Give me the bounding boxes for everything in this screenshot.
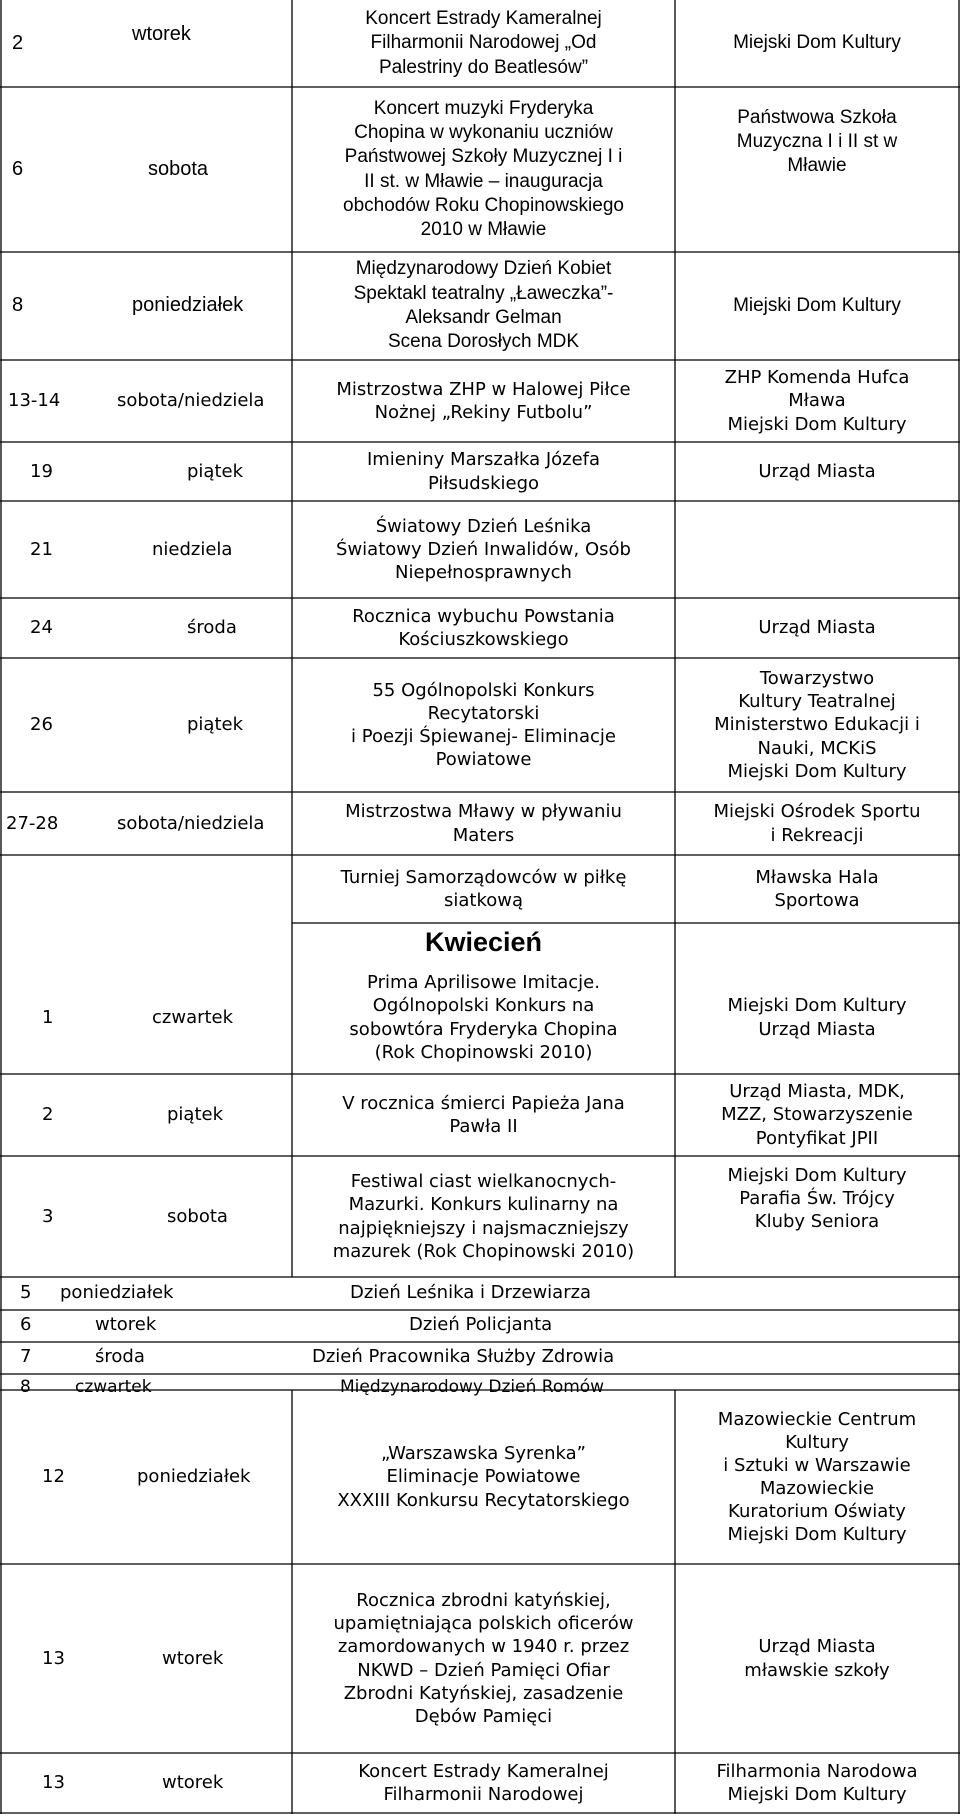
event-line: siatkową bbox=[443, 890, 523, 911]
table-row bbox=[2, 658, 292, 792]
event-cell bbox=[292, 1753, 675, 1813]
organizer-line: Mazowieckie Centrum bbox=[717, 1408, 917, 1430]
weekday: poniedziałek bbox=[60, 1282, 174, 1303]
event-cell bbox=[292, 598, 675, 658]
organizer-line: Filharmonia Narodowa bbox=[716, 1760, 918, 1782]
event-line: Niepełnosprawnych bbox=[395, 562, 572, 584]
organizer-cell bbox=[675, 1156, 959, 1241]
weekday: sobota/niedziela bbox=[117, 812, 265, 834]
event-cell bbox=[292, 961, 675, 1074]
weekday: piątek bbox=[167, 1104, 224, 1126]
event-cell bbox=[292, 442, 675, 501]
date: 2 bbox=[12, 31, 24, 54]
date: 7 bbox=[20, 1346, 32, 1367]
event-line: Państwowej Szkoły Muzycznej I i bbox=[344, 146, 623, 168]
organizer-line: i Sztuki w Warszawie bbox=[723, 1454, 911, 1476]
date: 2 bbox=[42, 1104, 54, 1126]
event-line: NKWD – Dzień Pamięci Ofiar bbox=[357, 1659, 610, 1681]
table-row bbox=[2, 442, 292, 501]
event-line: Koncert muzyki Fryderyka bbox=[373, 97, 594, 119]
organizer-cell bbox=[675, 252, 959, 360]
table-row bbox=[2, 1753, 292, 1813]
table-row bbox=[2, 598, 292, 658]
event-line: obchodów Roku Chopinowskiego bbox=[343, 194, 624, 216]
event-line: Spektakl teatralny „Ławeczka”- bbox=[353, 282, 614, 304]
weekday: wtorek bbox=[162, 1772, 224, 1794]
table-row bbox=[2, 360, 292, 442]
table-row bbox=[2, 0, 292, 87]
organizer-cell bbox=[675, 1753, 959, 1813]
organizer-cell bbox=[675, 87, 959, 197]
table-row bbox=[2, 1074, 292, 1156]
weekday: środa bbox=[187, 617, 237, 639]
event-line: i Poezji Śpiewanej- Eliminacje bbox=[351, 726, 616, 747]
event-line: 55 Ogólnopolski Konkurs bbox=[372, 679, 595, 701]
organizer-line: Pontyfikat JPII bbox=[755, 1127, 879, 1149]
event-line: Mistrzostwa ZHP w Halowej Piłce bbox=[336, 378, 631, 400]
event-line: Pawła II bbox=[449, 1116, 518, 1137]
organizer-line: Miejski Dom Kultury bbox=[727, 995, 907, 1017]
event-line: Chopina w wykonaniu uczniów bbox=[354, 121, 613, 143]
event-cell bbox=[292, 658, 675, 792]
organizer-line: Miejski Dom Kultury bbox=[727, 1164, 907, 1186]
event-line: Powiatowe bbox=[435, 749, 532, 771]
organizer-line: Miejski Dom Kultury bbox=[727, 1784, 907, 1805]
date: 6 bbox=[12, 157, 24, 180]
event-line: Eliminacje Powiatowe bbox=[386, 1466, 581, 1488]
event-cell bbox=[292, 87, 675, 252]
date: 24 bbox=[30, 617, 53, 639]
organizer-cell bbox=[675, 1390, 959, 1564]
event-line: Prima Aprilisowe Imitacje. bbox=[367, 972, 600, 994]
organizer-line: Urząd Miasta bbox=[758, 1636, 876, 1658]
event-line: Piłsudskiego bbox=[427, 472, 540, 494]
event-line: Nożnej „Rekiny Futbolu” bbox=[374, 402, 593, 423]
weekday: wtorek bbox=[132, 23, 191, 45]
event-line: Filharmonii Narodowej „Od bbox=[370, 32, 597, 54]
date: 26 bbox=[30, 714, 53, 736]
event-line: Palestriny do Beatlesów” bbox=[378, 56, 589, 78]
weekday: czwartek bbox=[152, 1006, 234, 1028]
event-cell bbox=[292, 360, 675, 442]
event-cell bbox=[292, 1390, 675, 1564]
event-cell bbox=[292, 252, 675, 360]
event-line: V rocznica śmierci Papieża Jana bbox=[342, 1092, 625, 1114]
organizer-line: Miejski Dom Kultury bbox=[733, 32, 901, 54]
organizer-cell bbox=[675, 1564, 959, 1753]
organizer-line: Parafia Św. Trójcy bbox=[739, 1187, 895, 1209]
organizer-cell bbox=[675, 598, 959, 658]
date: 13-14 bbox=[8, 390, 61, 412]
date: 13 bbox=[42, 1772, 65, 1794]
event-line: Maters bbox=[452, 824, 515, 846]
event-line: Rocznica zbrodni katyńskiej, bbox=[356, 1590, 611, 1612]
table-row bbox=[2, 1564, 292, 1753]
weekday: poniedziałek bbox=[132, 294, 244, 317]
table-row bbox=[2, 1156, 292, 1277]
organizer-line: Kluby Seniora bbox=[754, 1211, 880, 1233]
weekday: niedziela bbox=[152, 538, 233, 560]
weekday: sobota bbox=[148, 157, 209, 180]
organizer-line: Miejski Ośrodek Sportu bbox=[713, 801, 921, 823]
event-line: Mazurki. Konkurs kulinarny na bbox=[348, 1194, 619, 1216]
table-row bbox=[2, 961, 292, 1074]
event-line: II st. w Mławie – inauguracja bbox=[364, 170, 603, 192]
event-line: Światowy Dzień Inwalidów, Osób bbox=[336, 538, 631, 560]
weekday: piątek bbox=[187, 714, 244, 736]
organizer-line: Mławie bbox=[787, 155, 847, 177]
event-line: XXXIII Konkursu Recytatorskiego bbox=[337, 1489, 630, 1511]
event-line: Imieniny Marszałka Józefa bbox=[366, 449, 601, 471]
weekday: sobota bbox=[167, 1205, 228, 1227]
event-line: Turniej Samorządowców w piłkę bbox=[340, 866, 627, 888]
organizer-line: ZHP Komenda Hufca bbox=[724, 367, 910, 389]
event: Dzień Pracownika Służby Zdrowia bbox=[312, 1346, 615, 1367]
event-line: zamordowanych w 1940 r. przez bbox=[337, 1636, 630, 1658]
date: 8 bbox=[12, 294, 24, 317]
organizer-line: Ministerstwo Edukacji i bbox=[714, 714, 920, 736]
event-cell bbox=[292, 1074, 675, 1156]
event-cell bbox=[292, 792, 675, 855]
organizer-cell bbox=[675, 442, 959, 501]
weekday: sobota/niedziela bbox=[117, 390, 265, 412]
event-cell bbox=[292, 1564, 675, 1753]
event-line: najpiękniejszy i najsmaczniejszy bbox=[338, 1217, 629, 1239]
event-line: mazurek (Rok Chopinowski 2010) bbox=[332, 1240, 635, 1262]
weekday: wtorek bbox=[95, 1314, 157, 1335]
organizer-cell bbox=[675, 658, 959, 792]
event-cell bbox=[292, 501, 675, 598]
event-line: Festiwal ciast wielkanocnych- bbox=[350, 1171, 617, 1193]
event-line: Filharmonii Narodowej bbox=[383, 1784, 584, 1805]
weekday: piątek bbox=[187, 460, 244, 482]
organizer-line: Urząd Miasta bbox=[758, 1018, 876, 1040]
organizer-line: Miejski Dom Kultury bbox=[733, 294, 901, 316]
event-line: Mistrzostwa Mławy w pływaniu bbox=[345, 801, 622, 823]
weekday: czwartek bbox=[75, 1377, 152, 1397]
organizer-cell bbox=[675, 360, 959, 442]
weekday: środa bbox=[95, 1346, 145, 1367]
event-line: Zbrodni Katyńskiej, zasadzenie bbox=[343, 1682, 624, 1704]
table-row bbox=[2, 252, 292, 360]
date: 5 bbox=[20, 1282, 32, 1303]
event: Międzynarodowy Dzień Romów bbox=[340, 1377, 605, 1397]
organizer-line: Muzyczna I i II st w bbox=[736, 130, 898, 152]
organizer-line: Kultury Teatralnej bbox=[738, 691, 896, 713]
organizer-line: Mazowieckie bbox=[759, 1478, 875, 1499]
event-line: Recytatorski bbox=[427, 702, 540, 724]
event-line: Aleksandr Gelman bbox=[405, 307, 562, 328]
date: 21 bbox=[30, 538, 53, 560]
date: 6 bbox=[20, 1314, 32, 1335]
date: 8 bbox=[20, 1377, 31, 1397]
organizer-cell bbox=[675, 0, 959, 87]
table-row bbox=[2, 87, 292, 252]
event-cell bbox=[292, 0, 675, 87]
event-line: Kościuszkowskiego bbox=[398, 629, 569, 650]
event: Dzień Leśnika i Drzewiarza bbox=[350, 1282, 592, 1303]
organizer-line: MZZ, Stowarzyszenie bbox=[721, 1104, 913, 1126]
table-row bbox=[2, 501, 292, 598]
organizer-line: Towarzystwo bbox=[759, 668, 875, 690]
event-line: Międzynarodowy Dzień Kobiet bbox=[355, 258, 612, 280]
table-row bbox=[2, 1390, 292, 1564]
date: 27-28 bbox=[6, 812, 59, 834]
event-line: Rocznica wybuchu Powstania bbox=[352, 605, 615, 627]
organizer-line: Urząd Miasta bbox=[758, 460, 876, 482]
organizer-line: i Rekreacji bbox=[770, 824, 864, 846]
event-line: 2010 w Mławie bbox=[420, 219, 547, 241]
organizer-line: Kultury bbox=[785, 1431, 849, 1453]
organizer-line: Miejski Dom Kultury bbox=[727, 1524, 907, 1546]
month-heading: Kwiecień bbox=[424, 926, 543, 957]
organizer-line: Urząd Miasta bbox=[758, 617, 876, 639]
event-line: sobowtóra Fryderyka Chopina bbox=[349, 1018, 618, 1040]
organizer-line: Sportowa bbox=[774, 890, 860, 911]
weekday: poniedziałek bbox=[137, 1466, 251, 1488]
date: 12 bbox=[42, 1466, 65, 1488]
event-line: Ogólnopolski Konkurs na bbox=[372, 995, 595, 1017]
event-cell bbox=[292, 855, 675, 923]
organizer-line: Mława bbox=[788, 390, 846, 412]
event-line: „Warszawska Syrenka” bbox=[380, 1443, 586, 1465]
event-line: Koncert Estrady Kameralnej bbox=[358, 1760, 609, 1782]
event-line: upamiętniająca polskich oficerów bbox=[333, 1613, 634, 1635]
organizer-line: Mławska Hala bbox=[755, 866, 879, 888]
table-row bbox=[2, 792, 292, 855]
event-line: Dębów Pamięci bbox=[414, 1705, 553, 1727]
event-line: Koncert Estrady Kameralnej bbox=[365, 8, 602, 30]
organizer-line: Nauki, MCKiS bbox=[757, 737, 877, 759]
organizer-line: Kuratorium Oświaty bbox=[728, 1501, 906, 1523]
event-line: Scena Dorosłych MDK bbox=[387, 331, 580, 353]
organizer-cell bbox=[675, 855, 959, 923]
date: 1 bbox=[42, 1006, 54, 1028]
organizer-line: mławskie szkoły bbox=[744, 1659, 890, 1681]
event-line: (Rok Chopinowski 2010) bbox=[374, 1041, 593, 1063]
organizer-line: Urząd Miasta, MDK, bbox=[729, 1081, 905, 1103]
date: 3 bbox=[42, 1205, 54, 1227]
organizer-cell bbox=[675, 792, 959, 855]
event-line: Światowy Dzień Leśnika bbox=[375, 515, 592, 537]
date: 19 bbox=[30, 460, 53, 482]
weekday: wtorek bbox=[162, 1647, 224, 1669]
organizer-line: Państwowa Szkoła bbox=[737, 106, 897, 128]
organizer-line: Miejski Dom Kultury bbox=[727, 413, 907, 435]
event-cell bbox=[292, 1156, 675, 1277]
organizer-cell bbox=[675, 1074, 959, 1156]
organizer-cell bbox=[675, 961, 959, 1074]
organizer-line: Miejski Dom Kultury bbox=[727, 760, 907, 782]
date: 13 bbox=[42, 1647, 65, 1669]
event: Dzień Policjanta bbox=[409, 1314, 553, 1335]
